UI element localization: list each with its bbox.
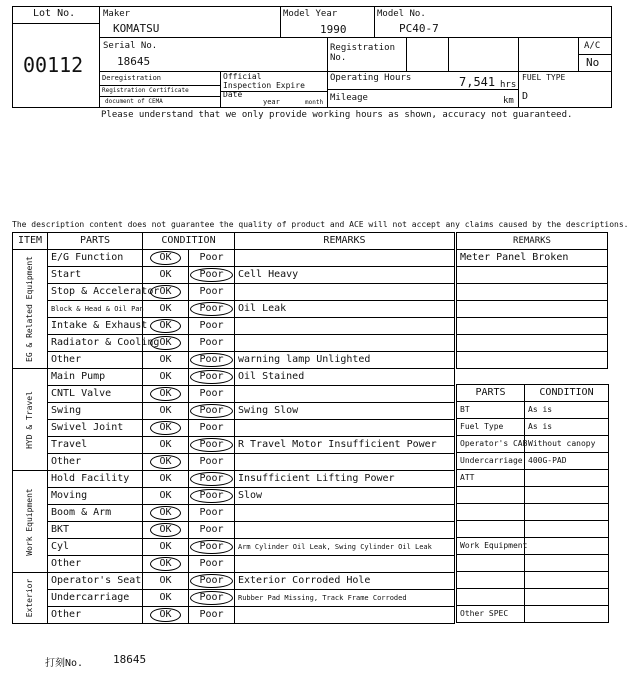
poor-cell (189, 505, 235, 522)
poor-cell (189, 420, 235, 437)
remark-text: Insufficient Lifting Power (235, 471, 455, 488)
poor-mark: Poor (190, 404, 232, 418)
ok-mark: OK (159, 371, 172, 382)
poor-cell (189, 369, 235, 386)
inspection-table (12, 232, 455, 624)
part-name: Start (48, 267, 143, 284)
poor-mark: Poor (199, 252, 224, 263)
ok-cell (143, 488, 189, 505)
poor-mark: Poor (190, 370, 232, 384)
inspection-expire-label: Official Inspection Expire Date (223, 72, 305, 99)
ok-mark: OK (150, 319, 180, 333)
spec-part: Work Equipment (457, 538, 525, 555)
month-label: month (305, 99, 324, 106)
table-row (13, 420, 455, 437)
remark-text (235, 318, 455, 335)
poor-cell (189, 335, 235, 352)
disclaimer: The description content does not guarantee the quality of product and ACE will not accept any claims caused by the descriptions. (12, 220, 629, 229)
spec-condition (525, 487, 609, 504)
part-name: Undercarriage (48, 590, 143, 607)
ok-cell (143, 607, 189, 624)
ok-cell (143, 386, 189, 403)
poor-cell (189, 284, 235, 301)
cema-document-label: document of CEMA (105, 98, 163, 105)
table-row (13, 454, 455, 471)
remark-text: Rubber Pad Missing, Track Frame Corroded (235, 590, 455, 607)
remark-text (235, 454, 455, 471)
poor-cell (189, 403, 235, 420)
remark-text: warning lamp Unlighted (235, 352, 455, 369)
fuel-type-value: D (522, 91, 529, 102)
table-row (13, 386, 455, 403)
poor-mark: Poor (199, 422, 224, 433)
table-row (13, 488, 455, 505)
remark-text (235, 284, 455, 301)
part-name: Intake & Exhaust (48, 318, 143, 335)
poor-mark: Poor (190, 574, 232, 588)
part-name: Swing (48, 403, 143, 420)
spec-condition: 400G-PAD (525, 453, 609, 470)
ok-mark: OK (159, 490, 172, 501)
spec-part: Operator's CAB (457, 436, 525, 453)
part-name: Other (48, 556, 143, 573)
part-name: Swivel Joint (48, 420, 143, 437)
spec-part (457, 589, 525, 606)
ok-mark: OK (150, 285, 180, 299)
remark-text: Arm Cylinder Oil Leak, Swing Cylinder Oil Leak (235, 539, 455, 556)
ok-mark: OK (150, 421, 180, 435)
spec-condition (525, 538, 609, 555)
spec-part: Other SPEC (457, 606, 525, 623)
spec-condition (525, 555, 609, 572)
model-no-label: Model No. (377, 9, 426, 19)
poor-cell (189, 454, 235, 471)
right-remark-text (457, 318, 608, 335)
spec-row (457, 436, 609, 453)
stamp-no-value: 18645 (113, 653, 147, 666)
spec-condition (525, 572, 609, 589)
serial-label: Serial No. (103, 41, 158, 51)
ok-cell (143, 437, 189, 454)
hours-accuracy-note: Please understand that we only provide working hours as shown, accuracy not guaranteed. (101, 110, 573, 120)
spec-condition (525, 504, 609, 521)
poor-cell (189, 590, 235, 607)
maker-label: Maker (103, 9, 131, 19)
ok-cell (143, 369, 189, 386)
fuel-type-label: FUEL TYPE (522, 73, 566, 82)
poor-mark: Poor (199, 286, 224, 297)
serial-value: 18645 (117, 55, 151, 68)
ok-mark: OK (150, 608, 180, 622)
year-label: year (263, 98, 280, 106)
maker-value: KOMATSU (113, 22, 160, 35)
table-row (13, 437, 455, 454)
spec-row (457, 521, 609, 538)
vehicle-info-header (12, 6, 612, 108)
remark-text (235, 386, 455, 403)
part-name: Block & Head & Oil Pan (48, 301, 143, 318)
poor-cell (189, 488, 235, 505)
registration-label: Registration No. (330, 43, 396, 63)
part-name: Travel (48, 437, 143, 454)
poor-mark: Poor (199, 337, 224, 348)
section-cell (13, 250, 48, 369)
poor-mark: Poor (199, 609, 224, 620)
poor-mark: Poor (199, 456, 224, 467)
ok-mark: OK (150, 523, 180, 537)
poor-mark: Poor (190, 268, 232, 282)
spec-row (457, 470, 609, 487)
hrs-unit: hrs (500, 80, 517, 90)
ok-mark: OK (150, 455, 180, 469)
spec-condition (525, 606, 609, 623)
part-name: Cyl (48, 539, 143, 556)
ok-cell (143, 318, 189, 335)
right-remark-row (457, 250, 608, 267)
spec-row (457, 402, 609, 419)
spec-part: Undercarriage (457, 453, 525, 470)
poor-cell (189, 318, 235, 335)
table-row (13, 590, 455, 607)
spec-part (457, 487, 525, 504)
ok-cell (143, 471, 189, 488)
operating-hours-label: Operating Hours (330, 73, 412, 83)
part-name: Main Pump (48, 369, 143, 386)
spec-row (457, 589, 609, 606)
part-name: Boom & Arm (48, 505, 143, 522)
ok-mark: OK (150, 387, 180, 401)
right-remark-row (457, 301, 608, 318)
section-cell (13, 471, 48, 573)
poor-mark: Poor (190, 302, 232, 316)
poor-mark: Poor (199, 388, 224, 399)
remark-text: Exterior Corroded Hole (235, 573, 455, 590)
right-remark-text (457, 352, 608, 369)
poor-cell (189, 267, 235, 284)
spec-table (456, 384, 609, 623)
ok-cell (143, 454, 189, 471)
right-remark-text (457, 284, 608, 301)
spec-condition-header: CONDITION (525, 385, 609, 402)
poor-cell (189, 250, 235, 267)
part-name: Other (48, 607, 143, 624)
spec-condition: As is (525, 419, 609, 436)
model-year-value: 1990 (320, 23, 347, 36)
right-remark-row (457, 352, 608, 369)
table-row (13, 301, 455, 318)
ok-cell (143, 420, 189, 437)
ok-mark: OK (150, 557, 180, 571)
ok-mark: OK (159, 439, 172, 450)
poor-mark: Poor (190, 489, 232, 503)
right-remark-row (457, 335, 608, 352)
spec-part (457, 521, 525, 538)
ok-cell (143, 352, 189, 369)
table-header-row (13, 233, 455, 250)
table-row (13, 403, 455, 420)
ok-cell (143, 301, 189, 318)
poor-mark: Poor (190, 353, 232, 367)
section-label: Exterior (25, 578, 34, 618)
poor-cell (189, 437, 235, 454)
ok-mark: OK (159, 473, 172, 484)
ac-label: A/C (584, 41, 601, 51)
remark-text: Slow (235, 488, 455, 505)
ok-mark: OK (150, 336, 180, 350)
right-remark-text (457, 267, 608, 284)
poor-cell (189, 386, 235, 403)
poor-mark: Poor (199, 320, 224, 331)
ok-mark: OK (159, 405, 172, 416)
part-name: E/G Function (48, 250, 143, 267)
spec-part: BT (457, 402, 525, 419)
right-remark-row (457, 267, 608, 284)
poor-cell (189, 522, 235, 539)
lot-no-value: 00112 (23, 53, 84, 77)
model-year-label: Model Year (283, 9, 338, 19)
remark-text (235, 522, 455, 539)
ok-cell (143, 505, 189, 522)
ok-mark: OK (159, 269, 172, 280)
remark-text: R Travel Motor Insufficient Power (235, 437, 455, 454)
spec-row (457, 555, 609, 572)
ok-mark: OK (159, 592, 172, 603)
section-label: EG & Related Equipment (25, 256, 34, 362)
parts-header: PARTS (48, 233, 143, 250)
mileage-label: Mileage (330, 93, 368, 103)
table-row (13, 522, 455, 539)
ok-mark: OK (159, 354, 172, 365)
table-row (13, 335, 455, 352)
table-row (13, 318, 455, 335)
ok-mark: OK (159, 575, 172, 586)
poor-cell (189, 301, 235, 318)
table-row (13, 539, 455, 556)
table-row (13, 607, 455, 624)
part-name: Operator's Seat (48, 573, 143, 590)
item-header: ITEM (13, 233, 48, 250)
remark-text: Cell Heavy (235, 267, 455, 284)
part-name: Other (48, 454, 143, 471)
spec-row (457, 487, 609, 504)
table-row (13, 471, 455, 488)
spec-condition (525, 470, 609, 487)
ok-cell (143, 556, 189, 573)
spec-row (457, 453, 609, 470)
part-name: Moving (48, 488, 143, 505)
poor-cell (189, 471, 235, 488)
part-name: Hold Facility (48, 471, 143, 488)
right-remark-text (457, 301, 608, 318)
poor-mark: Poor (199, 558, 224, 569)
ok-cell (143, 250, 189, 267)
remarks-header: REMARKS (235, 233, 455, 250)
right-remarks-header: REMARKS (457, 233, 608, 250)
poor-mark: Poor (190, 438, 232, 452)
poor-mark: Poor (190, 472, 232, 486)
spec-part (457, 555, 525, 572)
section-cell (13, 369, 48, 471)
spec-row (457, 572, 609, 589)
spec-condition (525, 589, 609, 606)
part-name: Stop & Accelerator (48, 284, 143, 301)
ok-mark: OK (159, 541, 172, 552)
poor-mark: Poor (190, 591, 232, 605)
spec-part: ATT (457, 470, 525, 487)
table-row (13, 250, 455, 267)
condition-header: CONDITION (143, 233, 235, 250)
ok-cell (143, 403, 189, 420)
ok-mark: OK (150, 251, 180, 265)
registration-certificate-label: Registration Certificate (102, 87, 189, 94)
ok-cell (143, 590, 189, 607)
spec-part (457, 504, 525, 521)
part-name: Other (48, 352, 143, 369)
spec-row (457, 419, 609, 436)
spec-condition: As is (525, 402, 609, 419)
right-remark-row (457, 284, 608, 301)
section-cell (13, 573, 48, 624)
remark-text (235, 607, 455, 624)
table-row (13, 369, 455, 386)
operating-hours-value: 7,541 (459, 75, 496, 89)
table-row (13, 352, 455, 369)
remark-text (235, 505, 455, 522)
poor-mark: Poor (199, 507, 224, 518)
poor-cell (189, 539, 235, 556)
spec-parts-header: PARTS (457, 385, 525, 402)
ok-mark: OK (150, 506, 180, 520)
poor-mark: Poor (190, 540, 232, 554)
remark-text: Oil Leak (235, 301, 455, 318)
remark-text: Oil Stained (235, 369, 455, 386)
right-remark-text: Meter Panel Broken (457, 250, 608, 267)
ok-cell (143, 267, 189, 284)
spec-row (457, 538, 609, 555)
ok-cell (143, 522, 189, 539)
remark-text (235, 556, 455, 573)
section-label: Work Equipment (25, 487, 34, 556)
poor-cell (189, 573, 235, 590)
ok-cell (143, 539, 189, 556)
remark-text (235, 250, 455, 267)
remark-text (235, 420, 455, 437)
model-no-value: PC40-7 (399, 22, 439, 35)
table-row (13, 267, 455, 284)
remark-text: Swing Slow (235, 403, 455, 420)
section-label: HYD & Travel (25, 390, 34, 449)
poor-cell (189, 556, 235, 573)
ac-value: No (586, 56, 600, 69)
spec-condition (525, 521, 609, 538)
poor-mark: Poor (199, 524, 224, 535)
spec-condition: Without canopy (525, 436, 609, 453)
part-name: BKT (48, 522, 143, 539)
ok-mark: OK (159, 303, 172, 314)
part-name: CNTL Valve (48, 386, 143, 403)
ok-cell (143, 573, 189, 590)
poor-cell (189, 352, 235, 369)
km-unit: km (503, 96, 514, 106)
right-remark-text (457, 335, 608, 352)
spec-row (457, 606, 609, 623)
deregistration-label: Deregistration (102, 74, 162, 82)
remark-text (235, 335, 455, 352)
table-row (13, 505, 455, 522)
part-name: Radiator & Cooling (48, 335, 143, 352)
poor-cell (189, 607, 235, 624)
right-remarks-table (456, 232, 608, 369)
lot-no-label: Lot No. (33, 8, 76, 19)
spec-part (457, 572, 525, 589)
right-remark-row (457, 318, 608, 335)
table-row (13, 284, 455, 301)
spec-part: Fuel Type (457, 419, 525, 436)
spec-row (457, 504, 609, 521)
table-row (13, 556, 455, 573)
table-row (13, 573, 455, 590)
stamp-no-label: 打刻No. (45, 658, 84, 669)
